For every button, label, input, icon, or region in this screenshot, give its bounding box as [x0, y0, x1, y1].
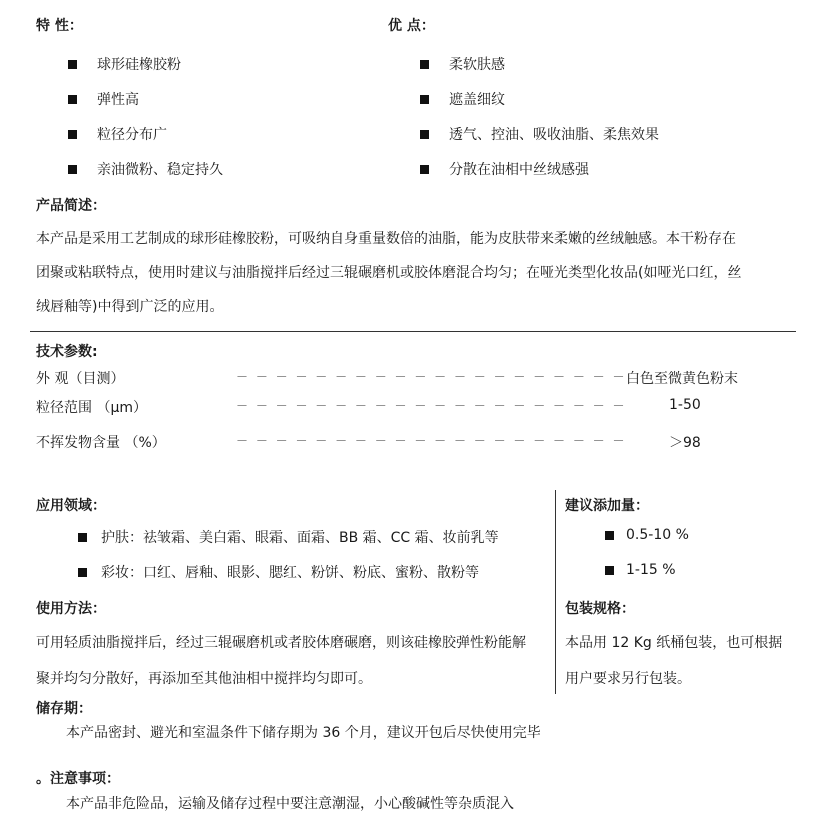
dosage-title: 建议添加量： — [565, 498, 649, 514]
packaging-line: 本品用 12 Kg 纸桶包装，也可根据 — [565, 635, 783, 651]
spec-label: 外 观（目测） — [36, 371, 125, 387]
advantage-item-label: 透气、控油、吸收油脂、柔焦效果 — [449, 127, 659, 143]
application-item-label: 护肤：祛皱霜、美白霜、眼霜、面霜、BB 霜、CC 霜、妆前乳等 — [101, 530, 499, 546]
advantage-item-label: 遮盖细纹 — [449, 92, 505, 108]
description-line: 本产品是采用工艺制成的球形硅橡胶粉，可吸纳自身重量数倍的油脂，能为皮肤带来柔嫩的丝绒触感。本干粉存在 — [36, 231, 736, 247]
packaging-line: 用户要求另行包装。 — [565, 671, 691, 687]
features-title: 特 性： — [36, 18, 83, 34]
dosage-item — [605, 562, 676, 578]
square-bullet-icon — [68, 165, 77, 174]
advantage-item — [420, 89, 505, 109]
specs-title: 技术参数: — [36, 344, 98, 360]
spec-label: 粒径范围 （μm） — [36, 400, 147, 416]
square-bullet-icon — [68, 130, 77, 139]
spec-leader-dashes: － － － － － － － － － － － － － － － － － － － － — [236, 434, 627, 448]
section-divider — [30, 331, 796, 332]
column-divider — [555, 490, 556, 694]
dosage-item — [605, 527, 689, 543]
storage-text: 本产品密封、避光和室温条件下储存期为 36 个月，建议开包后尽快使用完毕 — [66, 725, 541, 741]
spec-value: 1-50 — [669, 397, 701, 413]
square-bullet-icon — [78, 568, 87, 577]
application-item — [78, 562, 479, 582]
spec-label: 不挥发物含量 （%） — [36, 435, 166, 451]
feature-item — [68, 124, 167, 144]
spec-leader-dashes: － － － － － － － － － － － － － － － － － － － － — [236, 370, 627, 384]
advantage-item — [420, 159, 589, 179]
usage-title: 使用方法： — [36, 601, 106, 617]
spec-value: 白色至微黄色粉末 — [626, 371, 738, 387]
notes-text: 本产品非危险品，运输及储存过程中要注意潮湿，小心酸碱性等杂质混入 — [66, 796, 514, 812]
advantages-title: 优 点： — [388, 18, 435, 34]
advantage-item — [420, 124, 659, 144]
square-bullet-icon — [605, 531, 614, 540]
feature-item-label: 球形硅橡胶粉 — [97, 57, 181, 73]
usage-line: 可用轻质油脂搅拌后，经过三辊碾磨机或者胶体磨碾磨，则该硅橡胶弹性粉能解 — [36, 635, 526, 651]
description-title: 产品简述： — [36, 198, 106, 214]
dosage-item-label: 0.5-10 % — [626, 527, 689, 543]
description-line: 团聚或粘联特点，使用时建议与油脂搅拌后经过三辊碾磨机或胶体磨混合均匀；在哑光类型化妆品(如哑光口红，丝 — [36, 265, 742, 281]
square-bullet-icon — [68, 60, 77, 69]
usage-line: 聚并均匀分散好，再添加至其他油相中搅拌均匀即可。 — [36, 671, 372, 687]
square-bullet-icon — [420, 60, 429, 69]
application-item-label: 彩妆：口红、唇釉、眼影、腮红、粉饼、粉底、蜜粉、散粉等 — [101, 565, 479, 581]
application-item — [78, 527, 499, 547]
dosage-item-label: 1-15 % — [626, 562, 676, 578]
feature-item — [68, 89, 139, 109]
feature-item-label: 弹性高 — [97, 92, 139, 108]
packaging-title: 包装规格： — [565, 601, 635, 617]
square-bullet-icon — [78, 533, 87, 542]
description-line: 绒唇釉等)中得到广泛的应用。 — [36, 299, 224, 315]
application-title: 应用领域： — [36, 498, 106, 514]
feature-item — [68, 159, 223, 179]
advantage-item-label: 柔软肤感 — [449, 57, 505, 73]
square-bullet-icon — [605, 566, 614, 575]
storage-title: 储存期： — [36, 701, 92, 717]
square-bullet-icon — [68, 95, 77, 104]
spec-leader-dashes: － － － － － － － － － － － － － － － － － － － － — [236, 399, 627, 413]
advantage-item-label: 分散在油相中丝绒感强 — [449, 162, 589, 178]
feature-item — [68, 54, 181, 74]
advantage-item — [420, 54, 505, 74]
feature-item-label: 亲油微粉、稳定持久 — [97, 162, 223, 178]
square-bullet-icon — [420, 95, 429, 104]
spec-value: ＞98 — [669, 435, 701, 451]
square-bullet-icon — [420, 130, 429, 139]
notes-title: 。注意事项： — [36, 771, 120, 787]
feature-item-label: 粒径分布广 — [97, 127, 167, 143]
square-bullet-icon — [420, 165, 429, 174]
